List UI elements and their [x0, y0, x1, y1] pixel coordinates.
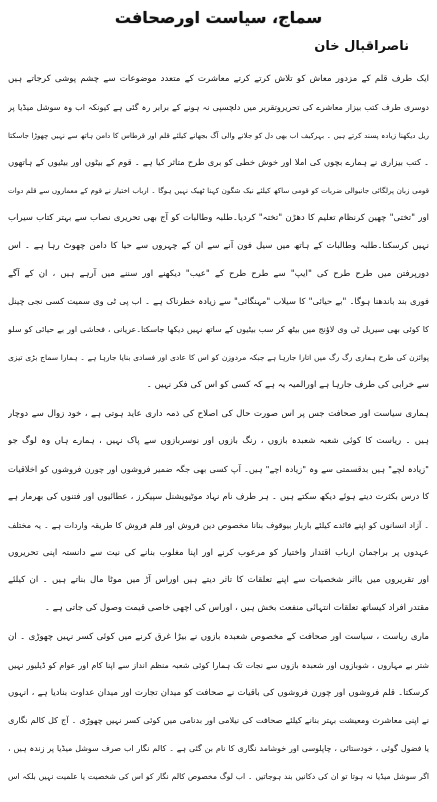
article-line: قومی زبان پرلگائی جانیوالی ضربات کو قومی ساکھ کیلئے نیک شگون کہنا ٹھیک نہیں ہوگا ۔ ارباب اختیار نے قوم کے معماروں سے قلم دوات — [8, 186, 429, 196]
article-line: کرسکتا۔ قلم فروشوں اور چورن فروشوں کی باقیات نے صحافت کو میدان تجارت اور میدان عداوت بنادیا ہے ، انہوں — [8, 687, 429, 698]
article-line: یا فضول گوئی ، خودستائی ، چاپلوسی اور خوشامد نگاری کا نام بن گئی ہے ۔ کالم نگار اب صرف سوشل میڈیا پر زندہ ہیں ، — [8, 744, 429, 754]
article-line: شتر بے مہاروں ، شوبازوں اور شعبدہ بازوں سے نجات تک ہمارا کوئی شعبہ منظم انداز سے اپنا کام اور عوام کو ڈیلیور نہیں — [8, 660, 429, 670]
article-line: اور تقریروں میں بااثر شخصیات سے اپنے تعلقات کا تاثر دیتے ہیں اوراس آڑ میں موٹا مال بناتے ہیں ۔ ان کیلئے — [8, 575, 429, 586]
article-line: دوسری طرف کتب بیزار معاشرے کی تحریروتقریر میں دلچسپی نہ ہونے کے برابر رہ گئی ہے کیونکہ اب وہ سوشل میڈیا پر — [8, 101, 429, 112]
article-line: ریل دیکھنا زیادہ پسند کرتے ہیں ۔ بہرکیف اب بھی دل کو جلانے والی آگ بجھانے کیلئے قلم اور قرطاس کا دامن ہاتھ سے نہیں چھوڑا جاسکتا — [8, 130, 429, 140]
article-paragraph — [8, 401, 429, 623]
author-byline: ناصراقبال خان — [314, 39, 409, 54]
article-line: کا درس بکثرت دیتے ہوئے دیکھ سکتے ہیں ۔ ہر طرف نام نہاد موٹیویشنل سپیکرز ، عطائیوں اور فتنوں کی بھرمار ہے — [8, 491, 429, 502]
article-line: ہماری سیاست اور صحافت جس پر اس صورت حال کی اصلاح کی ذمہ داری عاید ہوتی ہے ، خود زوال سے دوچار — [8, 408, 429, 419]
article-line: اگر سوشل میڈیا نہ ہوتا تو ان کی دکانیں بند ہوجاتیں ۔ اب لوگ مخصوص کالم نگار کو اس کی شخصیت یا علمیت نہیں بلکہ اس — [8, 771, 429, 781]
article-line: ۔ کتب بیزاری نے ہمارے بچوں کی املا اور خوش خطی کو بری طرح متاثر کیا ہے ۔ قوم کے بیٹوں اور بیٹیوں کے ہاتھوں — [8, 157, 429, 168]
article-line: ۔ آزاد انسانوں کو اپنے فائدے کیلئے باربار بیوقوف بنانا مخصوص دین فروش اور قلم فروش کا طریقہ واردات ہے ۔ یہ مختلف — [8, 519, 429, 530]
article-line: کا کوئی بھی سیریل ٹی وی لاؤنج میں بیٹھ کر سب بیٹیوں کے ساتھ نہیں دیکھا جاسکتا۔عریانی ، فحاشی اور بے حیائی کو سلو — [8, 325, 429, 335]
article-paragraph — [8, 66, 429, 400]
article-line: ہیں ۔ ریاست کا کوئی شعبہ شعبدہ بازوں ، رنگ بازوں اور نوسربازوں سے پاک نہیں ، ہمارے ہاں وہ لوگ جو — [8, 436, 429, 447]
article-line: فوری بند باندھنا ہوگا۔ "بے حیائی" کا سیلاب "مہنگائی" سے زیادہ خطرناک ہے ۔ اب پی ٹی وی سمیت کسی نجی چینل — [8, 296, 429, 307]
article-line: ایک طرف قلم کے مزدور معاش کو تلاش کرتے کرتے معاشرت کے متعدد موضوعات سے چشم پوشی کرجاتے ہیں — [8, 74, 429, 84]
article-line: "زیادہ لچے" ہیں بدقسمتی سے وہ "زیادہ اچے" ہیں۔ آپ کسی بھی جگہ ضمیر فروشوں اور چورن فروشوں کو اخلاقیات — [8, 464, 429, 475]
article-line: عہدوں پر براجمان ارباب اقتدار واختیار کو مرعوب کرنے اور اپنا مغلوب بنانے کی نیت سے دانستہ اپنی تحریروں — [8, 547, 429, 558]
article-line: دورپرفتن میں طرح طرح کی "ایپ" سے طرح طرح کے "عیب" دیکھنے اور سننے میں آرہے ہیں ، ان کے آگے — [8, 268, 429, 279]
article-line: سے خرابی کی طرف جارہا ہے اورالمیہ یہ ہے کہ کسی کو اس کی فکر نہیں ۔ — [146, 379, 429, 390]
article-line: نہیں کرسکتا۔طلبہ وطالبات کے ہاتھ میں سیل فون آنے سے ان کے چہروں سے حیا کا دامن چھوٹ رہا ہے ۔ اس — [8, 240, 429, 251]
article-line: اور "تختی" چھین کرنظام تعلیم کا دھڑن "تختہ" کردیا۔طلبہ وطالبات کو آج بھی تحریری نصاب سے بہتر کتاب سیراب — [8, 212, 429, 223]
article-line: مقتدر افراد کیساتھ تعلقات انتہائی منفعت بخش ہیں ، اوراس کی اچھی خاصی قیمت وصول کی جاتی ہے ۔ — [44, 603, 429, 614]
article-title: سماج، سیاست اورصحافت — [114, 8, 323, 27]
article-line: ماری ریاست ، سیاست اور صحافت کے مخصوص شعبدہ بازوں نے بیڑا غرق کرنے میں کوئی کسر نہیں چھوڑی ۔ ان — [8, 631, 429, 642]
article-line: پوائزن کی طرح ہماری رگ رگ میں اتارا جارہا ہے جبکہ مردوزن کو اس کا عادی اور فسادی بنایا جارہا ہے ۔ ہمارا سماج بڑی تیزی — [8, 352, 429, 362]
article-paragraph — [8, 624, 429, 791]
article-body — [8, 66, 429, 791]
article-line: نے اپنی معاشرت ومعیشت بہتر بنانے کیلئے صحافت کی نیلامی اور بدنامی میں کوئی کسر نہیں چھوڑی ۔ آج کل کالم نگاری — [8, 715, 429, 726]
